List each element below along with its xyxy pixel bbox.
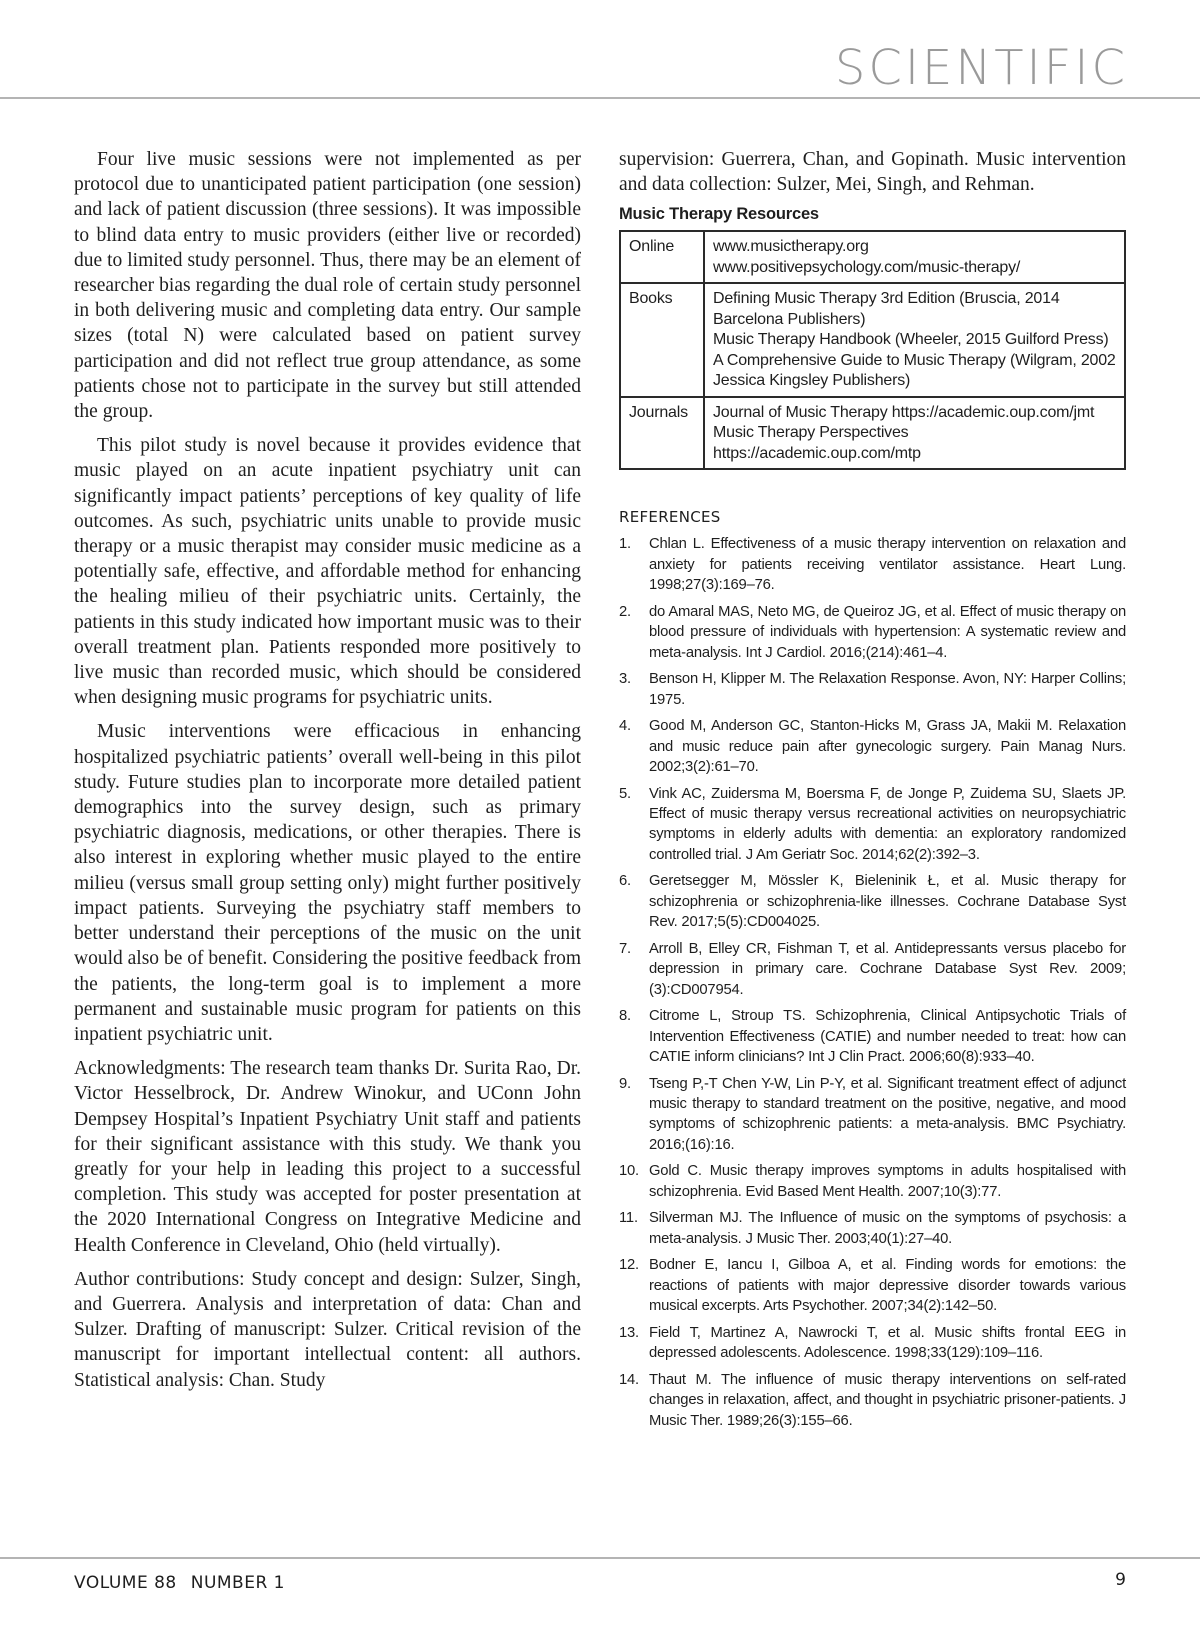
resource-entry: A Comprehensive Guide to Music Therapy (Wilgram, 2002 Jessica Kingsley Publishers): [713, 351, 1116, 390]
table-category-cell: Journals: [620, 397, 704, 470]
resource-entry: Defining Music Therapy 3rd Edition (Bruscia, 2014 Barcelona Publishers): [713, 290, 1060, 328]
resource-entry: Music Therapy Perspectives https://academic.oup.com/mtp: [713, 424, 921, 462]
reference-number: 9.: [619, 1075, 631, 1092]
table-entries-cell: [704, 283, 1125, 397]
reference-number: 1.: [619, 536, 631, 553]
issue-info: [74, 1573, 285, 1593]
author-contributions: Author contributions: Study concept and design: Sulzer, Singh, and Guerrera. Analysis and interpretation of data: Chan and Sulzer. Drafting of manuscript: Sulzer. Critical revision of the manuscript for important intellectual content: all authors. Statistical analysis: Chan. Study: [74, 1268, 581, 1391]
reference-number: 4.: [619, 718, 631, 735]
reference-text: Gold C. Music therapy improves symptoms in adults hospitalised with schizophrenia. Evid Based Ment Health. 2007;10(3):77.: [649, 1163, 1126, 1200]
reference-item: [619, 1161, 1126, 1202]
section-header: SCIENTIFIC: [834, 40, 1128, 96]
acknowledgments: Acknowledgments: The research team thanks Dr. Surita Rao, Dr. Victor Hesselbrock, Dr. Andrew Winokur, and UConn John Dempsey Hospital’s Inpatient Psychiatry Unit staff and patients for their significant assistance with this study. We thank you greatly for your help in leading this project to a successful completion. This study was accepted for poster presentation at the 2020 International Congress on Integrative Medicine and Health Conference in Cleveland, Ohio (held virtually).: [74, 1058, 581, 1256]
reference-text: Chlan L. Effectiveness of a music therapy intervention on relaxation and anxiety for patients receiving ventilator assistance. Heart Lung. 1998;27(3):169–76.: [649, 536, 1126, 594]
volume-label: VOLUME 88: [74, 1573, 177, 1593]
resource-entry: Journal of Music Therapy https://academic.oup.com/jmt: [713, 403, 1095, 421]
reference-item: [619, 602, 1126, 663]
reference-number: 7.: [619, 940, 631, 957]
reference-number: 10.: [619, 1163, 639, 1180]
resources-table: [619, 230, 1126, 470]
reference-item: [619, 1006, 1126, 1067]
reference-number: 3.: [619, 671, 631, 688]
reference-text: Benson H, Klipper M. The Relaxation Response. Avon, NY: Harper Collins; 1975.: [649, 671, 1126, 708]
reference-text: Vink AC, Zuidersma M, Boersma F, de Jonge P, Zuidema SU, Slaets JP. Effect of music therapy versus recreational activities on neuropsychiatric symptoms in elderly adults with dementia: an exploratory randomized controlled trial. J Am Geriatr Soc. 2014;62(2):392–3.: [649, 785, 1126, 863]
reference-number: 11.: [619, 1210, 638, 1227]
reference-item: [619, 1255, 1126, 1316]
reference-item: [619, 871, 1126, 932]
reference-number: 5.: [619, 785, 631, 802]
footer-divider: [0, 1557, 1200, 1559]
reference-item: [619, 1323, 1126, 1364]
header-divider: [0, 97, 1200, 99]
reference-text: Arroll B, Elley CR, Fishman T, et al. Antidepressants versus placebo for depression in primary care. Cochrane Database Syst Rev. 2009;(3):CD007954.: [649, 940, 1126, 998]
reference-list: [619, 534, 1126, 1431]
references-heading: REFERENCES: [619, 508, 721, 527]
reference-item: [619, 784, 1126, 866]
reference-number: 6.: [619, 873, 631, 890]
resources-table-title: Music Therapy Resources: [619, 205, 819, 224]
reference-item: [619, 716, 1126, 777]
right-column: [619, 147, 1126, 1437]
reference-item: [619, 939, 1126, 1000]
reference-item: [619, 669, 1126, 710]
reference-number: 13.: [619, 1324, 639, 1341]
body-paragraph: Four live music sessions were not implemented as per protocol due to unanticipated patient participation (one session) and lack of patient discussion (three sessions). It was impossible to blind data entry to music providers (either live or recorded) due to limited study personnel. Thus, there may be an element of researcher bias regarding the dual role of certain study personnel in both delivering music and completing data entry. Our sample sizes (total N) were calculated based on patient survey participation and did not reflect true group attendance, as some patients chose not to participate in the survey but still attended the group.: [74, 149, 581, 423]
resource-entry: Music Therapy Handbook (Wheeler, 2015 Guilford Press): [713, 331, 1109, 349]
author-contributions-continued: supervision: Guerrera, Chan, and Gopinath. Music intervention and data collection: Sulzer, Mei, Singh, and Rehman.: [619, 149, 1126, 196]
reference-number: 8.: [619, 1008, 631, 1025]
table-row: [620, 283, 1125, 397]
resource-entry: www.musictherapy.org: [713, 238, 869, 256]
table-category-cell: Books: [620, 283, 704, 397]
reference-text: Silverman MJ. The Influence of music on the symptoms of psychosis: a meta-analysis. J Music Ther. 2003;40(1):27–40.: [649, 1210, 1126, 1247]
issue-number-label: NUMBER 1: [190, 1573, 285, 1593]
reference-item: [619, 534, 1126, 595]
resource-entry: www.positivepsychology.com/music-therapy/: [713, 258, 1021, 276]
reference-number: 12.: [619, 1257, 639, 1274]
reference-text: Good M, Anderson GC, Stanton-Hicks M, Grass JA, Makii M. Relaxation and music reduce pain after gynecologic surgery. Pain Manag Nurs. 2002;3(2):61–70.: [649, 718, 1126, 776]
table-row: [620, 231, 1125, 283]
reference-number: 14.: [619, 1371, 639, 1388]
reference-text: do Amaral MAS, Neto MG, de Queiroz JG, et al. Effect of music therapy on blood pressure of individuals with hypertension: A systematic review and meta-analysis. Int J Cardiol. 2016;(214):461–4.: [649, 603, 1126, 661]
reference-text: Field T, Martinez A, Nawrocki T, et al. Music shifts frontal EEG in depressed adolescents. Adolescence. 1998;33(129):109–116.: [649, 1324, 1126, 1362]
reference-text: Tseng P,-T Chen Y-W, Lin P-Y, et al. Significant treatment effect of adjunct music therapy to standard treatment on the positive, negative, and mood symptoms of schizophrenic patients: a meta-analysis. BMC Psychiatry. 2016;(16):16.: [649, 1075, 1126, 1153]
body-paragraph: This pilot study is novel because it provides evidence that music played on an acute inpatient psychiatry unit can significantly impact patients’ perceptions of key quality of life outcomes. As such, psychiatric units unable to provide music therapy or a music therapist may consider music medicine as a potentially safe, effective, and affordable method for enhancing the healing milieu of their psychiatric units. Certainly, the patients in this study indicated how important music was to their overall treatment plan. Patients responded more positively to live music than recorded music, which should be considered when designing music programs for psychiatric units.: [74, 435, 581, 709]
reference-text: Citrome L, Stroup TS. Schizophrenia, Clinical Antipsychotic Trials of Intervention Effectiveness (CATIE) and number needed to treat: how can CATIE inform clinicians? Int J Clin Pract. 2006;60(8):933–40.: [649, 1008, 1126, 1066]
table-entries-cell: [704, 231, 1125, 283]
table-entries-cell: [704, 397, 1125, 470]
reference-text: Bodner E, Iancu I, Gilboa A, et al. Finding words for emotions: the reactions of patients with major depressive disorder towards various musical excerpts. Arts Psychother. 2007;34(2):142–50.: [649, 1257, 1126, 1315]
reference-number: 2.: [619, 603, 631, 620]
body-paragraph: Music interventions were efficacious in enhancing hospitalized psychiatric patients’ overall well-being in this pilot study. Future studies plan to incorporate more detailed patient demographics into the survey design, such as primary psychiatric diagnosis, medications, or other therapies. There is also interest in exploring whether music played to the entire milieu (versus small group setting only) might further positively impact patients. Surveying the psychiatry staff members to better understand their perceptions of the music on the unit would also be of benefit. Considering the positive feedback from the patients, the long-term goal is to implement a more permanent and sustainable music program for patients on this inpatient psychiatric unit.: [74, 721, 581, 1045]
reference-text: Thaut M. The influence of music therapy interventions on self-rated changes in relaxation, affect, and thought in psychiatric prisoner-patients. J Music Ther. 1989;26(3):155–66.: [649, 1371, 1126, 1429]
reference-item: [619, 1370, 1126, 1431]
table-row: [620, 397, 1125, 470]
left-column: [74, 147, 581, 1402]
table-category-cell: Online: [620, 231, 704, 283]
reference-item: [619, 1074, 1126, 1156]
reference-text: Geretsegger M, Mössler K, Bieleninik Ł, et al. Music therapy for schizophrenia or schizophrenia-like illnesses. Cochrane Database Syst Rev. 2017;5(5):CD004025.: [649, 873, 1126, 931]
page-number: 9: [1115, 1570, 1126, 1590]
reference-item: [619, 1208, 1126, 1249]
